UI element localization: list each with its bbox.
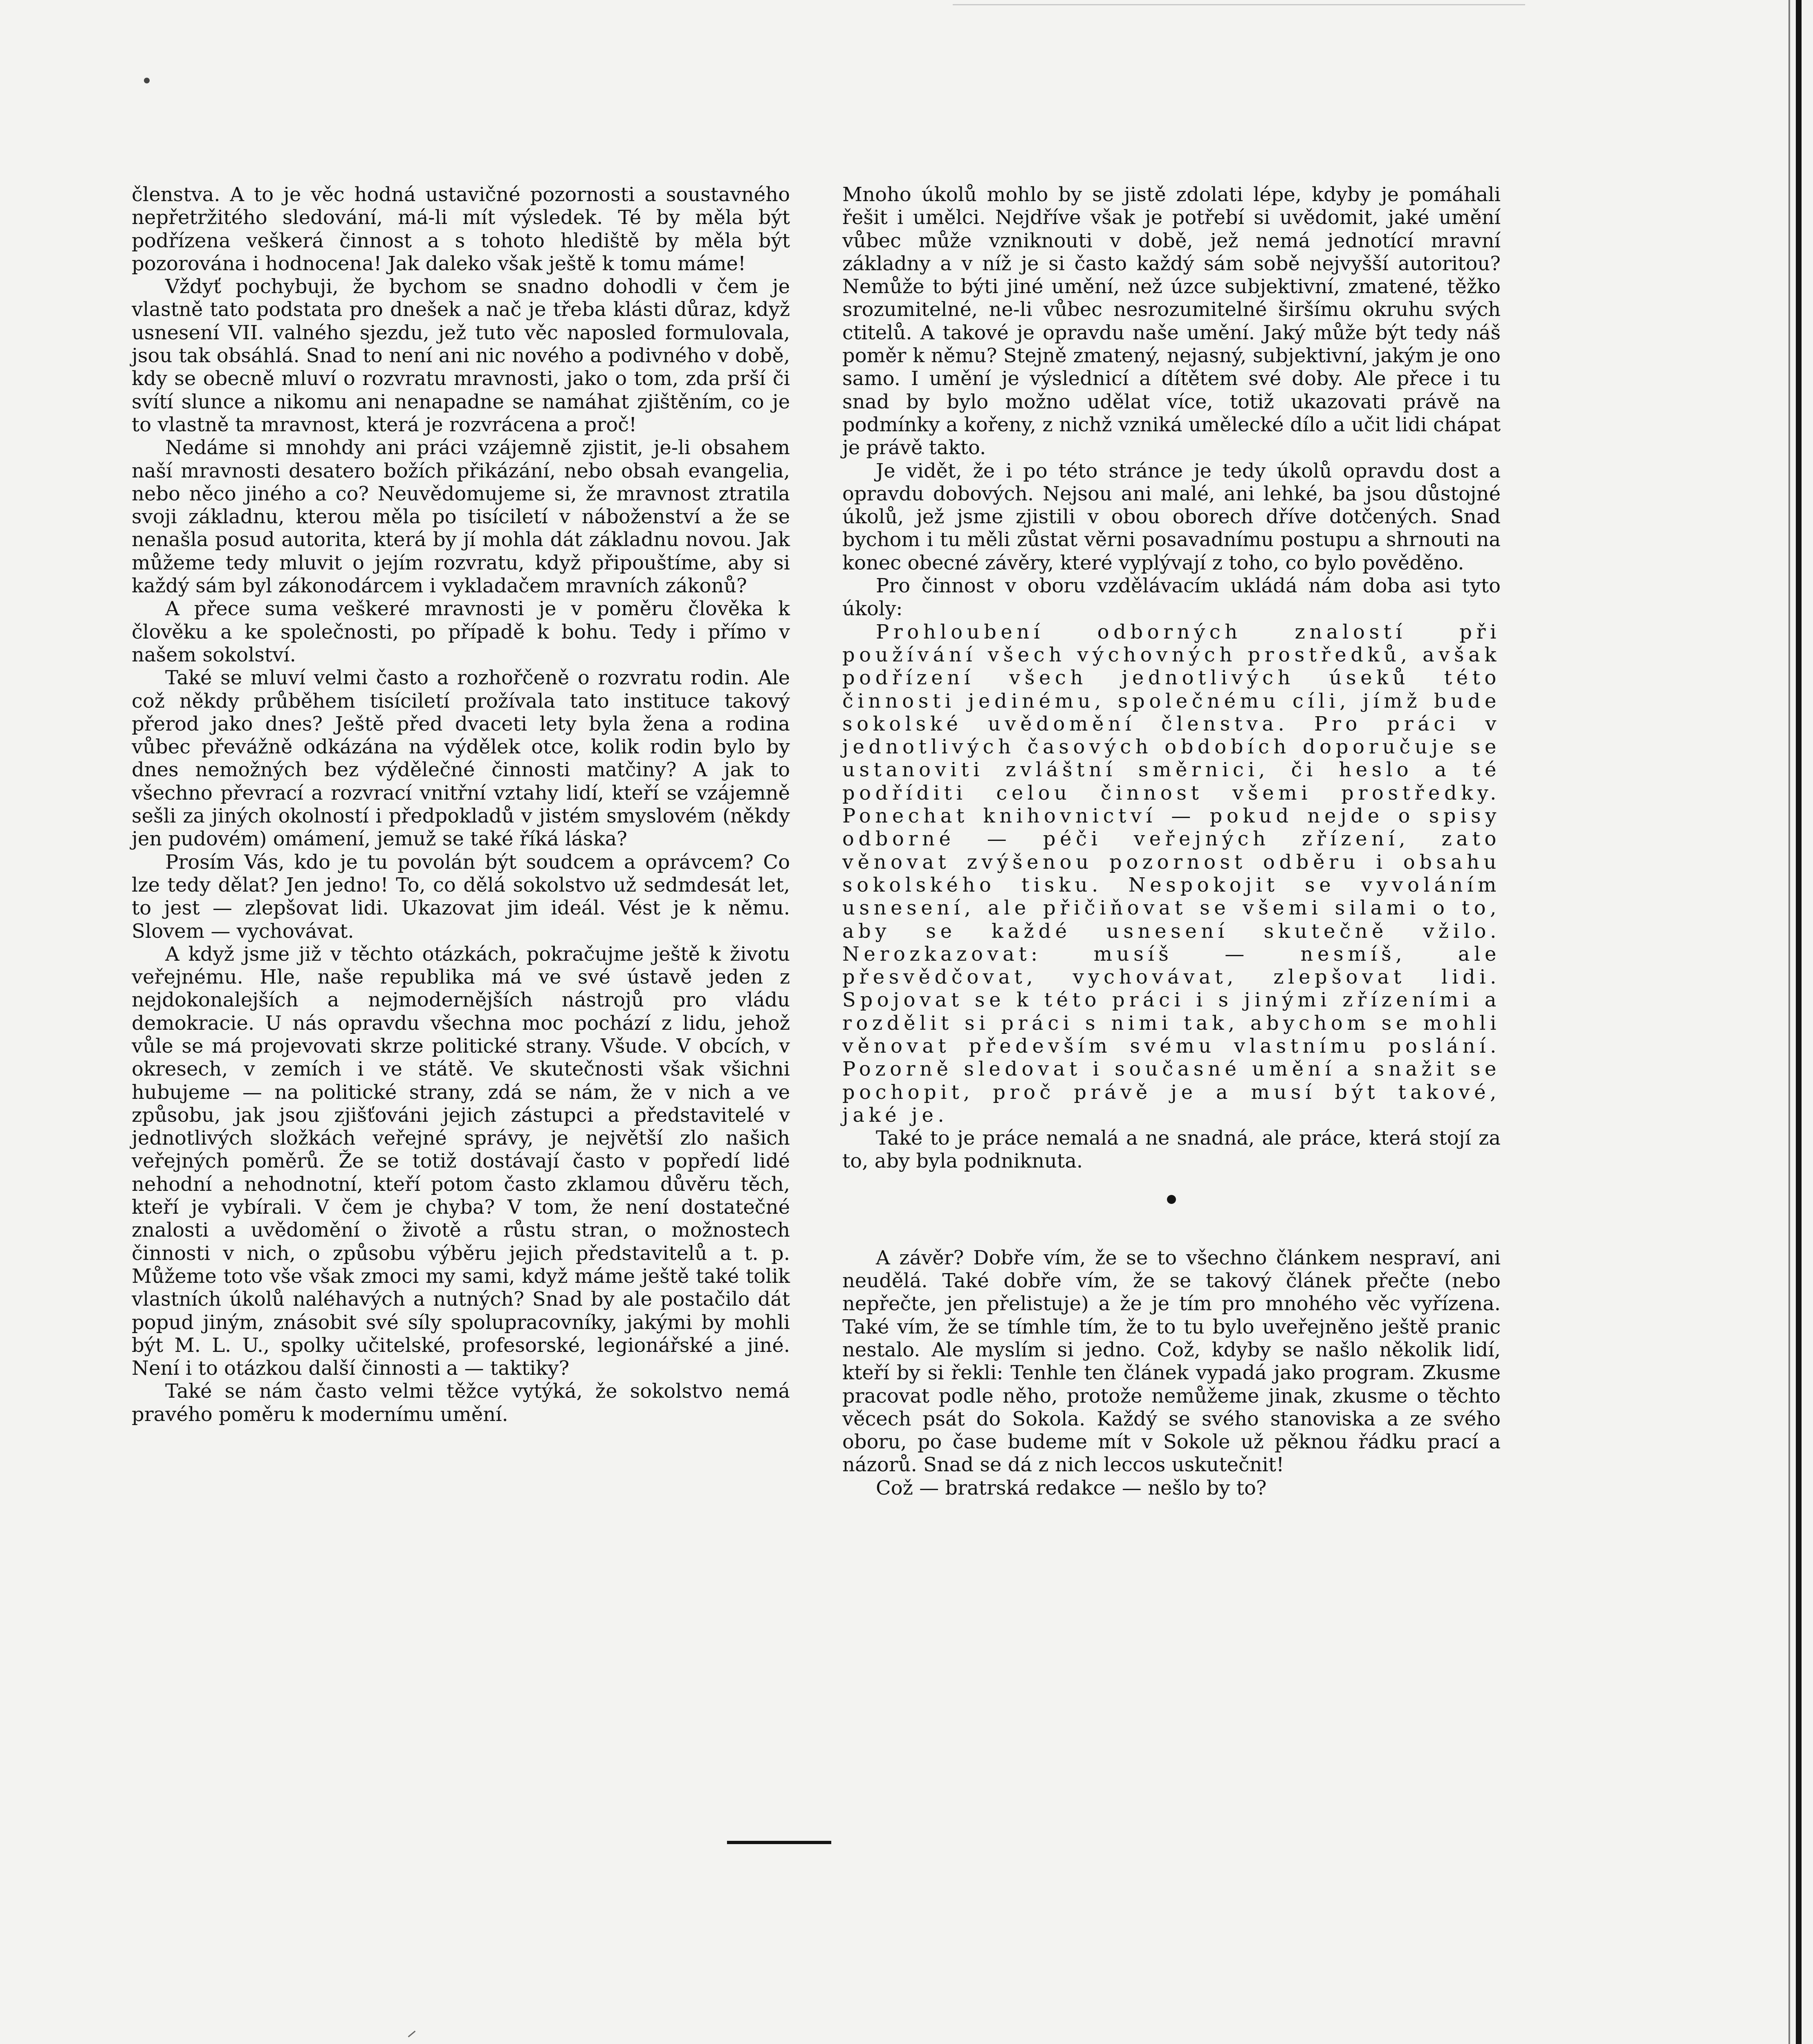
- paragraph: A když jsme již v těchto otázkách, pokračujme ještě k životu veřejnému. Hle, naše republika má ve své ústavě jeden z nejdokonalejších a nejmodernějších nástrojů pro vládu demokracie. U nás opravdu všechna moc pochází z lidu, jehož vůle se má projevovati skrze politické strany. Všude. V obcích, v okresech, v zemích i ve státě. Ve skutečnosti však všichni hubujeme — na politické strany, zdá se nám, že v nich a ve způsobu, jak jsou zjišťováni jejich zástupci a představitelé v jednotlivých složkách veřejné správy, je největší zlo našich veřejných poměrů. Že se totiž dostávají často v popředí lidé nehodní a nehodnotní, kteří potom často zklamou důvěru těch, kteří je vybírali. V čem je chyba? V tom, že není dostatečné znalosti a uvědomění o životě a růstu stran, o možnostech činnosti v nich, o způsobu výběru jejich představitelů a t. p. Můžeme toto vše však zmoci my sami, když máme ještě také tolik vlastních úkolů naléhavých a nutných? Snad by ale postačilo dát popud jiným, znásobit své síly spolupracovníky, jakými by mohli být M. L. U., spolky učitelské, profesorské, legionářské a jiné. Není i to otázkou další činnosti a — taktiky?: [132, 942, 790, 1380]
- scan-dot: [144, 78, 150, 83]
- left-column: [132, 183, 790, 1426]
- paragraph: Také se mluví velmi často a rozhořčeně o rozvratu rodin. Ale což někdy průběhem tisíciletí prožívala tato instituce takový přerod jako dnes? Ještě před dvaceti lety byla žena a rodina vůbec převážně odkázána na výdělek otce, kolik rodin bylo by dnes nemožných bez výdělečné činnosti matčiny? A jak to všechno převrací a rozvrací vnitřní vztahy lidí, kteří se vzájemně sešli za jiných okolností i předpokladů v jistém smyslovém (někdy jen pudovém) omámení, jemuž se také říká láska?: [132, 666, 790, 851]
- paragraph: Je vidět, že i po této stránce je tedy úkolů opravdu dost a opravdu dobových. Nejsou ani malé, ani lehké, ba jsou důstojné úkolů, jež jsme zjistili v obou oborech dříve dotčených. Snad bychom i tu měli zůstat věrni posavadnímu postupu a shrnouti na konec obecné závěry, které vyplývají z toho, co bylo pověděno.: [842, 459, 1501, 574]
- paragraph: Pro činnost v oboru vzdělávacím ukládá nám doba asi tyto úkoly:: [842, 574, 1501, 621]
- paragraph: A přece suma veškeré mravnosti je v poměru člověka k člověku a ke společnosti, po případě k bohu. Tedy i přímo v našem sokolství.: [132, 597, 790, 666]
- paragraph: Vždyť pochybuji, že bychom se snadno dohodli v čem je vlastně tato podstata pro dnešek a nač je třeba klásti důraz, když usnesení VII. valného sjezdu, jež tuto věc naposled formulovala, jsou tak obsáhlá. Snad to není ani nic nového a podivného v době, kdy se obecně mluví o rozvratu mravnosti, jako o tom, zda prší či svítí slunce a nikomu ani nenapadne se namáhat zjištěním, co je to vlastně ta mravnost, která je rozvrácena a proč!: [132, 275, 790, 436]
- paragraph: A závěr? Dobře vím, že se to všechno článkem nespraví, ani neudělá. Také dobře vím, že se takový článek přečte (nebo nepřečte, jen přelistuje) a že je tím pro mnohého věc vyřízena. Také vím, že se tímhle tím, že to tu bylo uveřejněno ještě pranic nestalo. Ale myslím si jedno. Což, kdyby se našlo několik lidí, kteří by si řekli: Tenhle ten článek vypadá jako program. Zkusme pracovat podle něho, protože nemůžeme jinak, zkusme o těchto věcech psát do Sokola. Každý se svého stanoviska a ze svého oboru, po čase budeme mít v Sokole už pěknou řádku prací a názorů. Snad se dá z nich leccos uskutečnit!: [842, 1246, 1501, 1477]
- paragraph: Také se nám často velmi těžce vytýká, že sokolstvo nemá pravého poměru k modernímu umění.: [132, 1380, 790, 1426]
- paragraph: Což — bratrská redakce — nešlo by to?: [876, 1476, 1267, 1499]
- paragraph: členstva. A to je věc hodná ustavičné pozornosti a soustavného nepřetržitého sledování, má-li mít výsledek. Té by měla být podřízena veškerá činnost a s tohoto hlediště by měla být pozorována i hodnocena! Jak daleko však ještě k tomu máme!: [132, 183, 790, 275]
- scan-scratch: [408, 2031, 416, 2037]
- closing-rule: [727, 1841, 831, 1844]
- scan-mark-top: [953, 4, 1525, 5]
- paragraph: Nedáme si mnohdy ani práci vzájemně zjistit, je-li obsahem naší mravnosti desatero božích přikázání, nebo obsah evangelia, nebo něco jiného a co? Neuvědomujeme si, že mravnost ztratila svoji základnu, kterou měla po tisíciletí v náboženství a že se nenašla posud autorita, která by jí mohla dát základnu novou. Jak můžeme tedy mluvit o jejím rozvratu, když připouštíme, aby si každý sám byl zákonodárcem i vykladačem mravních zákonů?: [132, 436, 790, 598]
- paragraph: Také to je práce nemalá a ne snadná, ale práce, která stojí za to, aby byla podniknuta.: [842, 1127, 1501, 1173]
- paragraph-emphasized: Prohloubení odborných znalostí při používání všech výchovných prostředků, avšak podřízení všech jednotlivých úseků této činnosti jedinému, společnému cíli, jímž bude sokolské uvědomění členstva. Pro práci v jednotlivých časových obdobích doporučuje se ustanoviti zvláštní směrnici, či heslo a té podříditi celou činnost všemi prostředky. Ponechat knihovnictví — pokud nejde o spisy odborné — péči veřejných zřízení, zato věnovat zvýšenou pozornost odběru i obsahu sokolského tisku. Nespokojit se vyvoláním usnesení, ale přičiňovat se všemi silami o to, aby se každé usnesení skutečně vžilo. Nerozkazovat: musíš — nesmíš, ale přesvědčovat, vychovávat, zlepšovat lidi. Spojovat se k této práci i s jinými zřízeními a rozdělit si práci s nimi tak, abychom se mohli věnovat především svému vlastnímu poslání. Pozorně sledovat i současné umění a snažit se pochopit, proč právě je a musí být takové, jaké je.: [842, 620, 1501, 1127]
- paragraph: Mnoho úkolů mohlo by se jistě zdolati lépe, kdyby je pomáhali řešit i umělci. Nejdříve však je potřebí si uvědomit, jaké umění vůbec může vzniknouti v době, jež nemá jednotící mravní základny a v níž je si často každý sám sobě nejvyšší autoritou? Nemůže to býti jiné umění, než úzce subjektivní, zmatené, těžko srozumitelné, ne-li vůbec nesrozumitelné širšímu okruhu svých ctitelů. A takové je opravdu naše umění. Jaký může být tedy náš poměr k němu? Stejně zmatený, nejasný, subjektivní, jakým je ono samo. I umění je výslednicí a dítětem své doby. Ale přece i tu snad by bylo možno udělat více, totiž ukazovati právě na podmínky a kořeny, z nichž vzniká umělecké dílo a učit lidi chápat je právě takto.: [842, 183, 1501, 459]
- page-edge-dark: [1796, 0, 1802, 2044]
- right-column: [842, 183, 1501, 1499]
- paragraph: Prosím Vás, kdo je tu povolán být soudcem a oprávcem? Co lze tedy dělat? Jen jedno! To, co dělá sokolstvo už sedmdesát let, to jest — zlepšovat lidi. Ukazovat jim ideál. Vést je k němu. Slovem — vychovávat.: [132, 850, 790, 943]
- page-edge-shadow: [1788, 0, 1790, 2044]
- section-separator-dot: [1167, 1195, 1176, 1204]
